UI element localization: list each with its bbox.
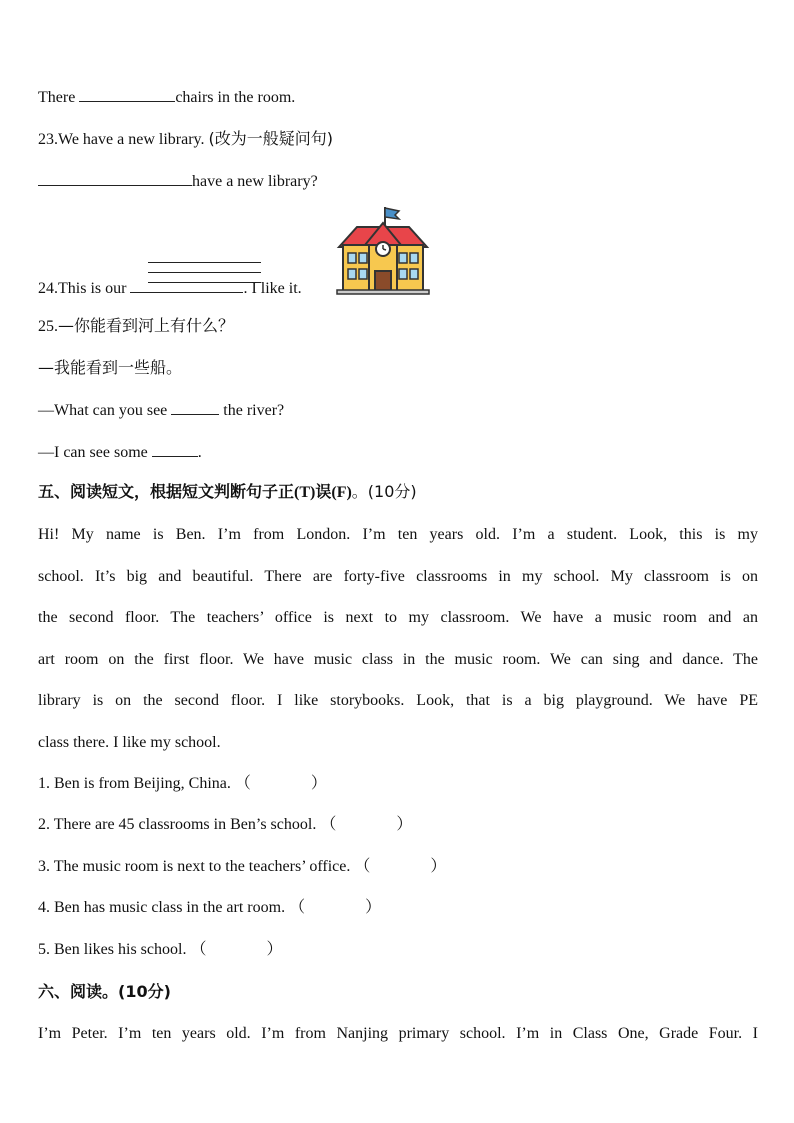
section6-heading: 六、阅读。(10分) <box>38 982 171 1001</box>
q22-prefix: There <box>38 89 80 106</box>
tf-question-text: 5. Ben likes his school. <box>38 941 187 958</box>
q25-blank2[interactable] <box>152 442 198 457</box>
answer-paren-open: （ <box>234 775 251 792</box>
q23-blank[interactable] <box>38 171 192 186</box>
section5-heading-b: 误 <box>315 482 332 501</box>
answer-paren-open: （ <box>289 899 306 916</box>
q23-text: We have a new library. <box>58 131 205 148</box>
section5-heading-c: 。(10分) <box>351 482 417 501</box>
passage-line: I’m Peter. I’m ten years old. I’m from Nanjing primary school. I’m in Class One, Grade Four. I <box>38 1025 758 1042</box>
tf-question-3 <box>38 857 446 877</box>
q24-line <box>38 278 302 299</box>
answer-paren-open: （ <box>190 941 207 958</box>
tf-question-text: 1. Ben is from Beijing, China. <box>38 775 231 792</box>
section6-passage <box>38 1013 758 1055</box>
q22-suffix: chairs in the room. <box>175 89 296 106</box>
q23-note: (改为一般疑问句) <box>208 129 333 148</box>
answer-paren-open: （ <box>320 816 337 833</box>
answer-paren-open: （ <box>354 858 371 875</box>
q23-number: 23. <box>38 131 58 148</box>
tf-question-text: 4. Ben has music class in the art room. <box>38 899 286 916</box>
tf-question-4 <box>38 898 381 918</box>
tf-question-5 <box>38 940 282 960</box>
answer-paren-close: ） <box>365 899 382 916</box>
q24-suffix: . I like it. <box>243 280 302 297</box>
q24-number: 24. <box>38 280 58 297</box>
q25-blank1[interactable] <box>171 400 219 415</box>
q24-blank[interactable] <box>130 278 243 293</box>
answer-paren-close: ） <box>310 775 327 792</box>
q25-en1-suffix: the river? <box>219 402 285 419</box>
tf-question-2 <box>38 815 412 835</box>
answer-paren-close: ） <box>430 858 447 875</box>
q25-en1-line <box>38 400 284 421</box>
q25-en1-prefix: —What can you see <box>38 402 172 419</box>
q23-answer-suffix: have a new library? <box>192 173 318 190</box>
q25-zh2: —我能看到一些船。 <box>38 358 183 377</box>
passage-line: Hi! My name is Ben. I’m from London. I’m ten years old. I’m a student. Look, this is my <box>38 526 758 543</box>
q25-zh1: —你能看到河上有什么？ <box>58 316 235 335</box>
q23-line <box>38 129 333 150</box>
q25-number: 25. <box>38 318 58 335</box>
q25-en2-prefix: —I can see some <box>38 444 152 461</box>
q23-answer-line <box>38 171 318 192</box>
answer-paren-close: ） <box>396 816 413 833</box>
q24-prefix: This is our <box>58 280 131 297</box>
passage-line: the second floor. The teachers’ office is next to my classroom. We have a music room and an <box>38 609 758 627</box>
q25-en2-suffix: . <box>197 444 202 461</box>
answer-line <box>148 263 261 273</box>
q25-zh1-line <box>38 316 234 337</box>
tf-question-text: 3. The music room is next to the teachers’ office. <box>38 858 351 875</box>
answer-paren-close: ） <box>266 941 283 958</box>
tf-question-1 <box>38 774 327 794</box>
q25-en2-line <box>38 442 202 463</box>
passage-line: art room on the first floor. We have music class in the music room. We can sing and dance. The <box>38 650 758 668</box>
q22-blank[interactable] <box>79 87 175 102</box>
section5-heading-a: 五、阅读短文，根据短文判断句子正 <box>38 482 295 501</box>
passage-line: class there. I like my school. <box>38 733 221 751</box>
section5-heading <box>38 482 417 503</box>
section5-passage <box>38 514 758 764</box>
tf-question-text: 2. There are 45 classrooms in Ben’s school. <box>38 816 317 833</box>
school-building-icon <box>335 205 431 295</box>
passage-line: school. It’s big and beautiful. There are forty-five classrooms in my school. My classroom is on <box>38 567 758 585</box>
passage-line: library is on the second floor. I like storybooks. Look, that is a big playground. We have PE <box>38 692 758 710</box>
section5-heading-t: (T) <box>294 484 316 501</box>
q22-line <box>38 87 295 108</box>
answer-line <box>148 253 261 263</box>
section5-heading-f: (F) <box>331 484 352 501</box>
